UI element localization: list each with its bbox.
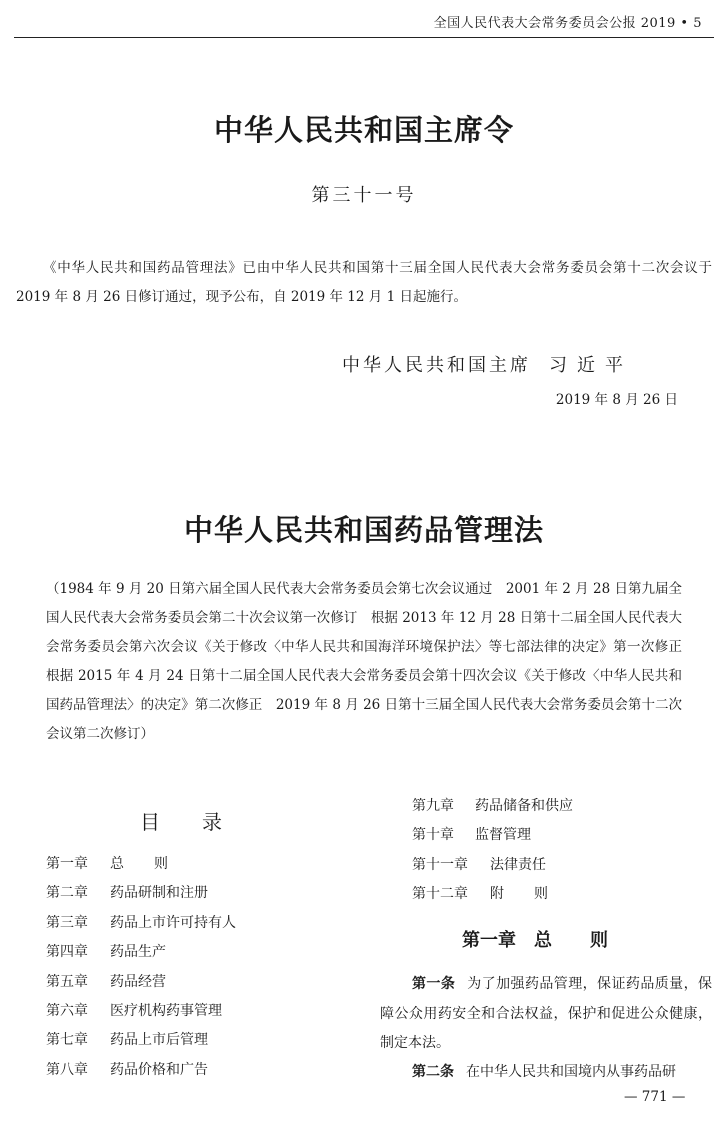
toc-list-left (46, 852, 236, 1087)
order-number: 第三十一号 (311, 185, 417, 206)
toc-item-chapter-11 (412, 853, 578, 882)
toc-chapter-title: 药品生产 (110, 944, 166, 961)
toc-item-chapter-7 (46, 1028, 236, 1057)
chapter-title: 总则 (534, 930, 646, 951)
law-title: 中华人民共和国药品管理法 (183, 513, 544, 547)
toc-chapter-title: 药品上市许可持有人 (110, 914, 236, 931)
order-title: 中华人民共和国主席令 (213, 113, 514, 147)
toc-chapter-number: 第十一章 (412, 856, 468, 873)
toc-list-right (412, 794, 578, 912)
toc-chapter-number: 第二章 (46, 885, 88, 902)
toc-item-chapter-5 (46, 970, 236, 999)
toc-chapter-number: 第四章 (46, 944, 88, 961)
toc-chapter-number: 第八章 (46, 1061, 88, 1078)
signer-title: 中华人民共和国主席 (342, 355, 531, 376)
toc-chapter-number: 第九章 (412, 798, 454, 814)
page-number: — 771 — (624, 1089, 686, 1105)
toc-item-chapter-8 (46, 1058, 236, 1087)
article-body: 为了加强药品管理，保证药品质量，保障公众用药安全和合法权益，保护和促进公众健康，制定本法。 (380, 976, 713, 1051)
chapter-number: 第一章 (462, 930, 516, 951)
toc-chapter-number: 第一章 (46, 856, 88, 872)
toc-chapter-number: 第五章 (46, 973, 88, 990)
toc-chapter-title: 总则 (110, 856, 198, 872)
toc-chapter-number: 第十二章 (412, 886, 468, 903)
toc-chapter-title: 药品经营 (110, 973, 166, 990)
toc-chapter-number: 第七章 (46, 1032, 88, 1049)
toc-item-chapter-2 (46, 881, 236, 910)
order-body: 《中华人民共和国药品管理法》已由中华人民共和国第十三届全国人民代表大会常务委员会第十二次会议于 2019 年 8 月 26 日修订通过，现予公布，自 2019 年 12 月 1 日起施行。 (16, 260, 712, 305)
article-label: 第二条 (412, 1064, 454, 1080)
toc-item-chapter-10 (412, 823, 578, 852)
toc-item-chapter-3 (46, 911, 236, 940)
order-date: 2019 年 8 月 26 日 (555, 392, 678, 408)
chapter-one-heading (462, 926, 646, 952)
toc-chapter-title: 附则 (490, 886, 578, 903)
article-body: 在中华人民共和国境内从事药品研 (466, 1064, 676, 1080)
toc-chapter-title: 监督管理 (475, 827, 531, 844)
toc-item-chapter-1 (46, 852, 236, 881)
toc-chapter-title: 法律责任 (490, 856, 546, 873)
article-label: 第一条 (412, 976, 456, 992)
toc-chapter-number: 第十章 (412, 827, 454, 844)
article-2 (380, 1058, 712, 1088)
toc-chapter-title: 药品储备和供应 (475, 798, 573, 814)
signer-line (342, 351, 633, 377)
toc-chapter-number: 第三章 (46, 914, 88, 931)
toc-item-chapter-4 (46, 940, 236, 969)
toc-title: 目录 (140, 810, 264, 834)
law-revision-history: （1984 年 9 月 20 日第六届全国人民代表大会常务委员会第七次会议通过 2001 年 2 月 28 日第九届全国人民代表大会常务委员会第二十次会议第一次修订 根据 2013 年 12 月 28 日第十二届全国人民代表大会常务委员会第六次会议《关于修改〈中华人民共和国海洋环境保护法〉等七部法律的决定》第一次修正 根据 2015 年 4 月 24 日第十二届全国人民代表大会常务委员会第十四次会议《关于修改〈中华人民共和国药品管理法〉的决定》第二次修正 2019 年 8 月 26 日第十三届全国人民代表大会常务委员会第十二次会议第二次修订） (46, 581, 696, 742)
toc-item-chapter-9 (412, 794, 578, 823)
toc-chapter-number: 第六章 (46, 1002, 88, 1019)
header-divider (14, 37, 714, 38)
toc-chapter-title: 药品价格和广告 (110, 1061, 208, 1078)
toc-item-chapter-6 (46, 999, 236, 1028)
publication-header: 全国人民代表大会常务委员会公报 2019 • 5 (433, 16, 702, 31)
article-1 (380, 970, 712, 1059)
toc-chapter-title: 药品上市后管理 (110, 1032, 208, 1049)
signer-name: 习近平 (549, 355, 633, 376)
toc-chapter-title: 药品研制和注册 (110, 885, 208, 902)
toc-chapter-title: 医疗机构药事管理 (110, 1002, 222, 1019)
toc-item-chapter-12 (412, 882, 578, 911)
